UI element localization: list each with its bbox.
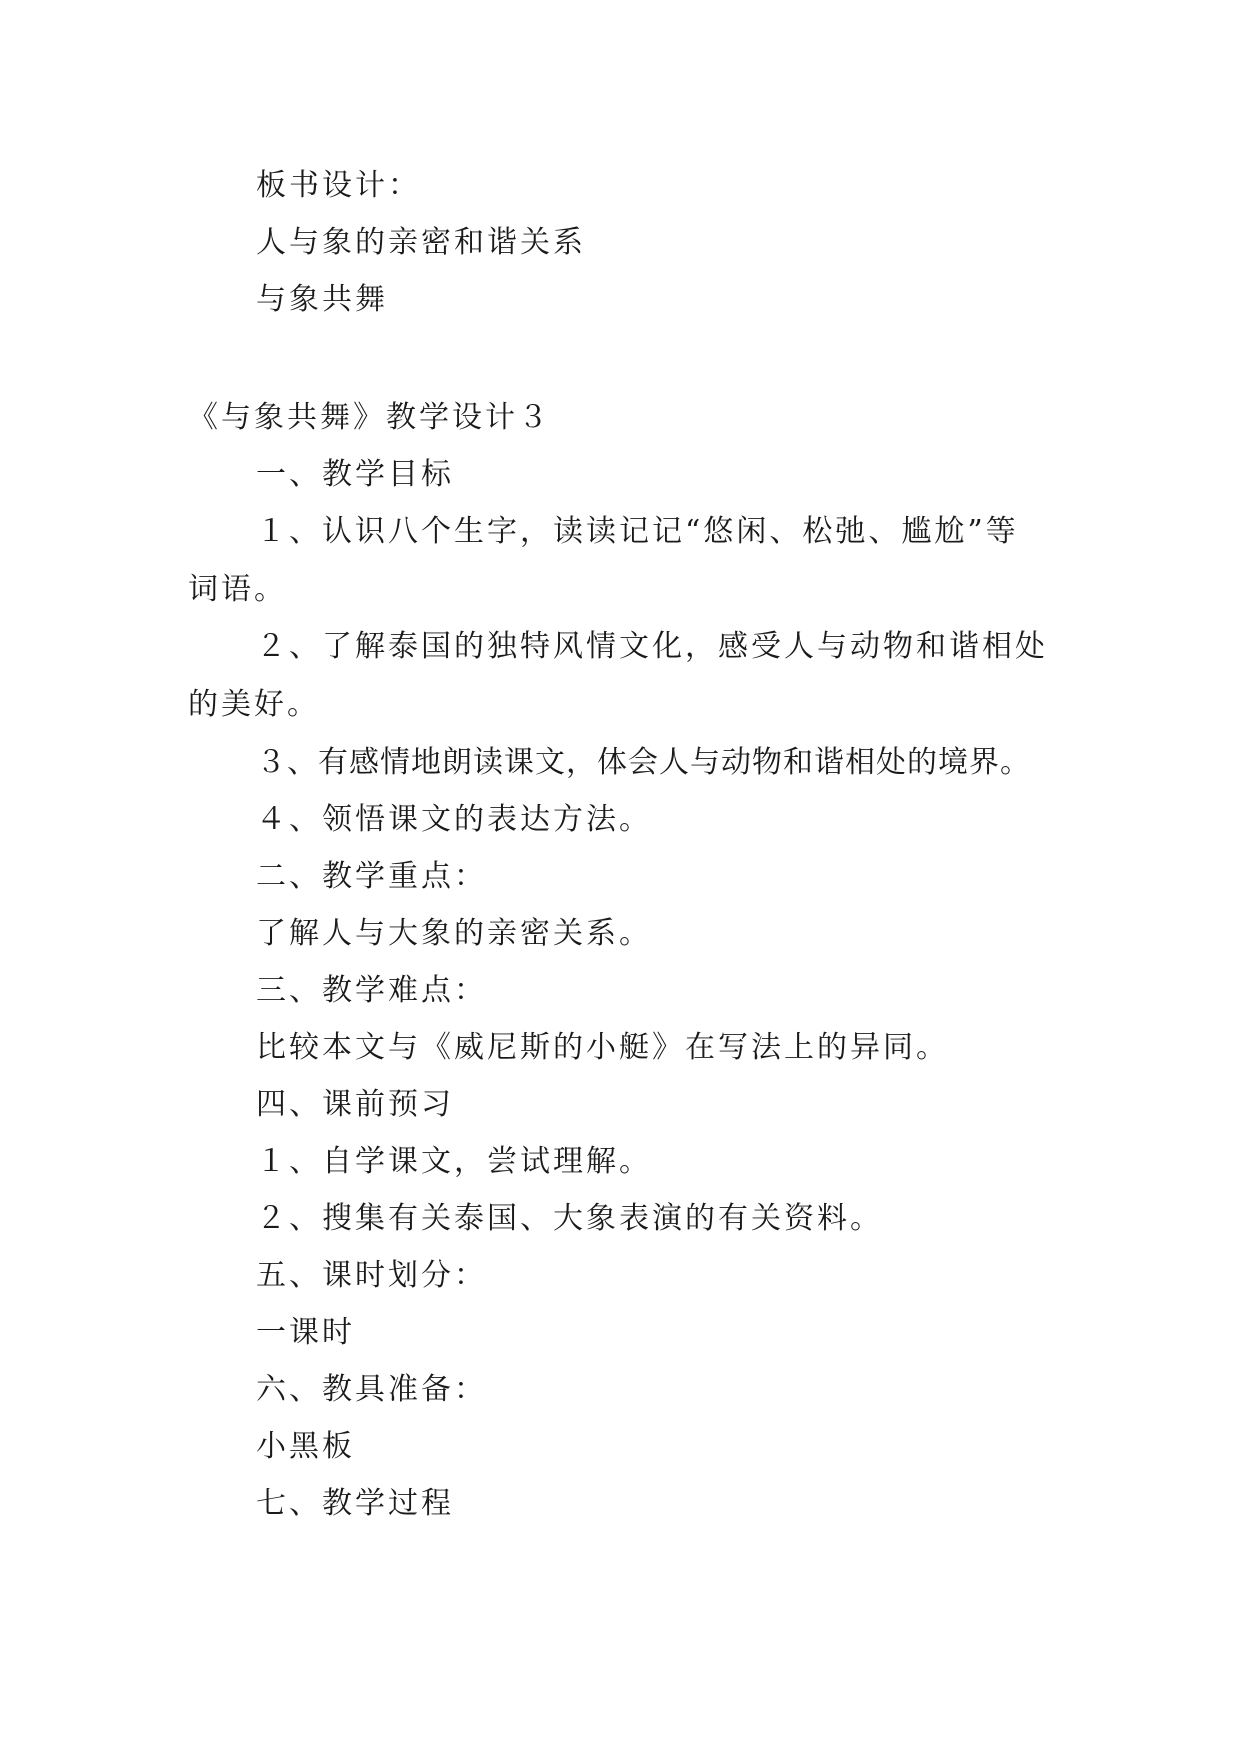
difficulties-heading: 三、教学难点： [256,973,487,1008]
preview-item-2: ２、搜集有关泰国、大象表演的有关资料。 [256,1201,883,1236]
materials-text: 小黑板 [256,1429,355,1464]
key-points-heading: 二、教学重点： [256,859,487,894]
preview-item-1: １、自学课文，尝试理解。 [256,1144,652,1179]
objective-2-line-2: 的美好。 [188,687,320,722]
schedule-text: 一课时 [256,1315,355,1350]
objective-1-line-1: １、认识八个生字，读读记记“悠闲、松弛、尴尬”等 [256,514,1019,549]
objective-2-line-1: ２、了解泰国的独特风情文化，感受人与动物和谐相处 [256,629,1048,664]
difficulties-text: 比较本文与《威尼斯的小艇》在写法上的异同。 [256,1030,949,1065]
board-design-line-2: 与象共舞 [256,282,388,317]
board-design-heading: 板书设计： [256,168,421,203]
key-points-text: 了解人与大象的亲密关系。 [256,916,652,951]
objective-4: ４、领悟课文的表达方法。 [256,802,652,837]
materials-heading: 六、教具准备： [256,1372,487,1407]
process-heading: 七、教学过程 [256,1486,454,1521]
preview-heading: 四、课前预习 [256,1087,454,1122]
lesson-title: 《与象共舞》教学设计３ [188,400,551,435]
objective-1-line-2: 词语。 [188,572,287,607]
board-design-line-1: 人与象的亲密和谐关系 [256,225,586,260]
objectives-heading: 一、教学目标 [256,457,454,492]
schedule-heading: 五、课时划分： [256,1258,487,1293]
objective-3: ３、有感情地朗读课文，体会人与动物和谐相处的境界。 [256,745,1031,780]
